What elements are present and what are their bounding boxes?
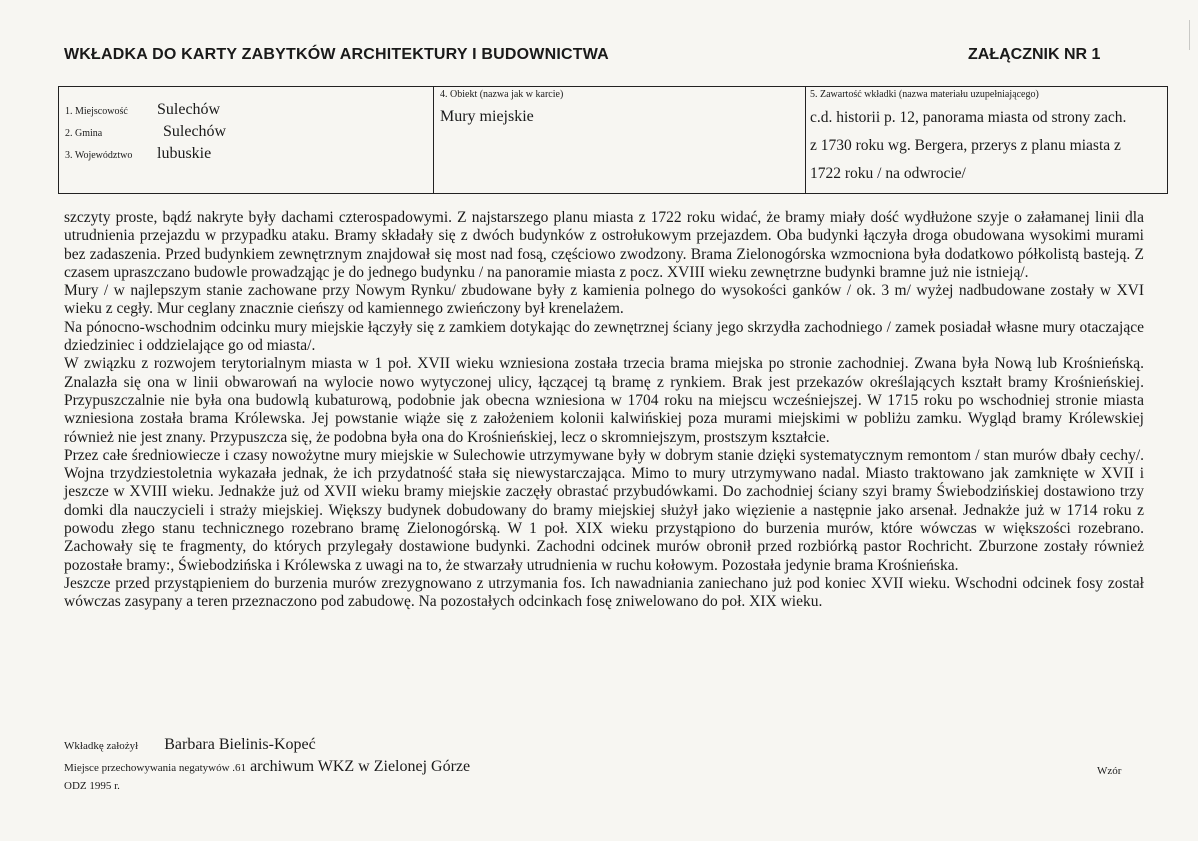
body-paragraph: Na pónocno-wschodnim odcinku mury miejskie łączyły się z zamkiem dotykając do zewnętrznej ściany jego skrzydła zachodniego / zamek posiadał własne mury otaczające dziedziniec i oddzielające go od miasta/.	[64, 318, 1144, 355]
document-title: WKŁADKA DO KARTY ZABYTKÓW ARCHITEKTURY I BUDOWNICTWA	[64, 46, 609, 63]
wojewodztwo-value: lubuskie	[157, 145, 212, 162]
location-cell	[59, 87, 434, 193]
contents-line: 1722 roku / na odwrocie/	[810, 165, 966, 182]
footer-wzor: Wzór	[1097, 765, 1122, 777]
footer-place	[64, 758, 470, 776]
miejscowosc-label: 1. Miejscowość	[65, 106, 128, 117]
body-paragraph: Przez całe średniowiecze i czasy nowożytne mury miejskie w Sulechowie utrzymywane były w dobrym stanie dzięki systematycznym remontom / stan murów dbały cechy/. Wojna trzydziestoletnia wykazała jednak, że ich przydatność stała się niewystarczająca. Mimo to mury utrzymywano nadal. Miasto traktowano jak zamknięte w XVII i jeszcze w XVIII wieku. Jednakże już od XVII wieku bramy miejskie zaczęły obrastać przybudówkami. Do zachodniej ściany szyi bramy Świebodzińskiej dostawiono trzy domki dla nauczycieli i straży miejskiej. Większy budynek dobudowany do bramy miejskiej służył jako więzienie a następnie jako arsenał. Jednakże już w 1714 roku z powodu złego stanu technicznego rozebrano bramę Zielonogórską. W 1 poł. XIX wieku przystąpiono do burzenia murów, które wówczas w większości rozebrano. Zachowały się te fragmenty, do których przylegały dostawione budynki. Zachodni odcinek murów obronił przed rozbiórką pastor Rochricht. Zburzone zostały również pozostałe bramy:, Świebodzińska i Królewska z uwagi na to, że stwarzały utrudnienia w ruchu kołowym. Pozostała jedynie brama Krośnieńska.	[64, 446, 1144, 574]
gmina-label: 2. Gmina	[65, 128, 103, 139]
wojewodztwo-label: 3. Województwo	[65, 150, 133, 161]
footer-author	[64, 736, 316, 754]
gmina-value: Sulechów	[163, 123, 227, 140]
miejscowosc-row	[65, 101, 433, 123]
contents-label: 5. Zawartość wkładki (nazwa materiału uzupełniającego)	[810, 89, 1039, 100]
scan-edge-mark	[1189, 20, 1190, 50]
object-cell	[434, 87, 806, 193]
contents-line: c.d. historii p. 12, panorama miasta od strony zach.	[810, 109, 1127, 126]
miejscowosc-value: Sulechów	[157, 101, 221, 118]
author-name: Barbara Bielinis-Kopeć	[164, 736, 316, 753]
contents-line: z 1730 roku wg. Bergera, przerys z planu miasta z	[810, 137, 1121, 154]
author-label: Wkładkę założył	[64, 740, 139, 752]
body-paragraph: Mury / w najlepszym stanie zachowane przy Nowym Rynku/ zbudowane były z kamienia polnego do wysokości ganków / ok. 3 m/ wyżej nadbudowane zostały w XVI wieku z cegły. Mur ceglany znacznie cieńszy od kamiennego zwieńczony był krenelażem.	[64, 282, 1144, 318]
place-value: archiwum WKZ w Zielonej Górze	[250, 758, 471, 775]
info-table	[58, 86, 1168, 194]
body-paragraph: Jeszcze przed przystąpieniem do burzenia murów zrezygnowano z utrzymania fos. Ich nawadniania zaniechano już pod koniec XVII wieku. Wschodni odcinek fosy został wówczas zasypany a teren przeznaczono pod zabudowę. Na pozostałych odcinkach fosę zniwelowano do poł. XIX wieku.	[64, 574, 1144, 611]
body-text	[64, 209, 1144, 612]
annex-number: ZAŁĄCZNIK NR 1	[968, 46, 1101, 63]
place-label: Miejsce przechowywania negatywów .61	[64, 762, 247, 774]
wojewodztwo-row	[65, 145, 433, 167]
body-paragraph: W związku z rozwojem terytorialnym miasta w 1 poł. XVII wieku wzniesiona została trzecia brama miejska po stronie zachodniej. Zwana była Nową lub Krośnieńską. Znalazła się ona w linii obwarowań na wylocie nowo wytyczonej ulicy, łączącej tą bramę z rynkiem. Brak jest przekazów określających kształt bramy Krośnieńskiej. Przypuszczalnie nie była ona budowlą kubaturową, podobnie jak obecna wzniesiona w 1704 roku na miejscu wcześniejszej. W 1715 roku po wschodniej stronie miasta wzniesiona została brama Królewska. Jej powstanie wiąże się z założeniem kolonii kalwińskiej poza murami miejskimi w pobliżu zamku. Wygląd bramy Królewskiej również nie jest znany. Przypuszcza się, że podobna była ona do Krośnieńskiej, lecz o skromniejszym, prostszym kształcie.	[64, 355, 1144, 446]
object-value: Mury miejskie	[440, 108, 534, 125]
object-label: 4. Obiekt (nazwa jak w karcie)	[440, 89, 564, 100]
gmina-row	[65, 123, 433, 145]
contents-cell	[806, 87, 1167, 193]
footer-odz: ODZ 1995 r.	[64, 780, 120, 792]
body-paragraph: szczyty proste, bądź nakryte były dachami czterospadowymi. Z najstarszego planu miasta z 1722 roku widać, że bramy miały dość wydłużone szyje o załamanej linii dla utrudnienia przejazdu w przypadku ataku. Bramy składały się z dwóch budynków z ostrołukowym przejazdem. Oba budynki łączyła droga obudowana wysokimi murami bez zadaszenia. Przed budynkiem zewnętrznym znajdował się most nad fosą, częściowo zwodzony. Brama Zielonogórska wzmocniona była dodatkowo półkolistą basteją. Z czasem upraszczano budowle prowadząjąc je do jednego budynku / na panoramie miasta z pocz. XVIII wieku zewnętrzne budynki bramne już nie istnieją/.	[64, 209, 1144, 281]
